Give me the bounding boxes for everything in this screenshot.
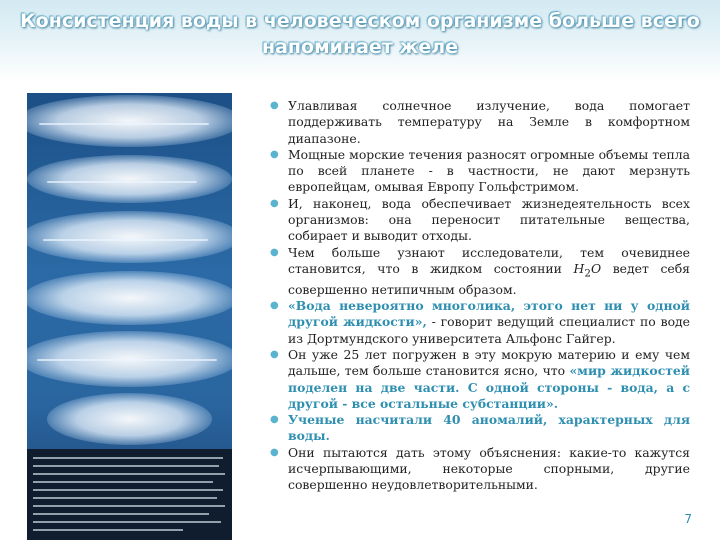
caption-line [33,473,225,475]
bullet-circle-icon: ● [270,246,279,258]
caption-line [33,505,225,507]
caption-line [33,497,217,499]
bullet-text: - говорит ведущий специалист по воде из Дортмундского университета Альфонс Гайгер. [288,314,690,346]
bullet-circle-icon: ● [270,446,279,458]
jelly-shape [27,271,232,325]
jelly-photo-column [27,93,232,540]
bullet-item [270,412,690,445]
bullet-item [270,147,690,196]
bullet-list [270,98,690,494]
formula-o: O [590,260,602,276]
jelly-strand [47,181,197,183]
bullet-item [270,347,690,412]
jelly-strand [37,359,217,361]
bullet-text: Улавливая солнечное излучение, вода помогает поддерживать температуру на Земле в комфортном диапазоне. [288,98,690,146]
bullet-circle-icon: ● [270,197,279,209]
jelly-shape [27,155,232,203]
caption-line [33,481,213,483]
caption-line [33,489,223,491]
bullet-circle-icon: ● [270,148,279,160]
caption-line [33,529,183,531]
quote-text: «мир жидкостей поделен на две части. С одной стороны - вода, а с другой - все остальные субстанции». [288,363,690,411]
jelly-strand [39,123,209,125]
caption-line [33,465,219,467]
highlight-text: Ученые насчитали 40 аномалий, характерных для воды. [288,412,690,444]
bullet-circle-icon: ● [270,348,279,360]
bullet-item [270,196,690,245]
bullet-text: Чем больше узнают исследователи, тем очевиднее становится, что в жидком состоянии [288,244,690,276]
caption-line [33,521,221,523]
slide-title: Консистенция воды в человеческом организме больше всего напоминает желе [20,10,700,58]
bullet-circle-icon: ● [270,100,279,111]
bullet-item [270,298,690,347]
jelly-shape [27,211,232,263]
jelly-shape [47,393,212,445]
bullet-text: Мощные морские течения разносят огромные объемы тепла по всей планете - в частности, не дают мерзнуть европейцам, омывая Европу Гольфстримом. [288,146,690,195]
jelly-strand [43,239,208,241]
page-number: 7 [684,512,692,526]
bullet-circle-icon: ● [270,414,279,426]
bullet-text: Он уже 25 лет погружен в эту мокрую материю и ему чем дальше, тем больше становится ясно, что [288,346,690,379]
formula-subscript: 2 [584,267,591,280]
jelly-shape [27,95,232,147]
bullet-item [270,445,690,494]
bullet-text: Они пытаются дать этому объяснения: какие-то кажутся исчерпывающими, некоторые спорными, другие совершенно неудовлетворительными. [288,444,690,493]
caption-line [33,457,223,459]
bullet-text: И, наконец, вода обеспечивает жизнедеятельность всех организмов: она переносит питательные вещества, собирает и выводит отходы. [288,195,690,244]
quote-text: «Вода невероятно многолика, этого нет ни у одной другой жидкости», [288,298,690,330]
caption-line [33,513,209,515]
image-caption-block [27,449,232,540]
bullet-circle-icon: ● [270,300,279,312]
bullet-text: ведет себя совершенно нетипичным образом. [288,260,690,297]
formula-h: H [573,260,585,276]
bullet-item [270,245,690,298]
bullet-item [270,98,690,147]
